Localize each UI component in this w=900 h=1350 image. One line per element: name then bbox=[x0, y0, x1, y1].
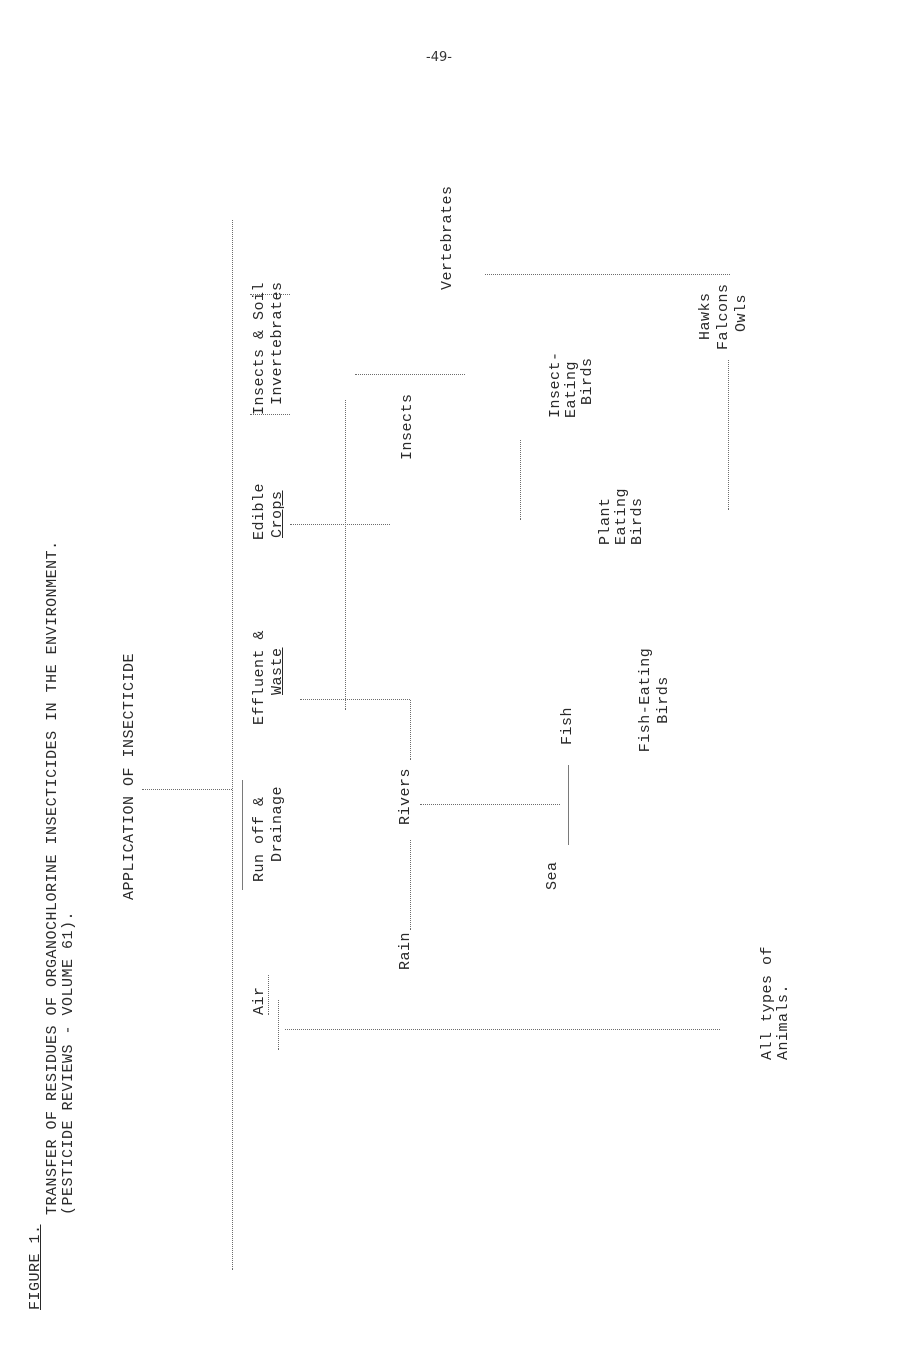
node-air: Air bbox=[251, 986, 268, 1015]
rivers-fish-link bbox=[410, 700, 411, 760]
soil-insects-line bbox=[355, 374, 465, 375]
node-rain: Rain bbox=[397, 931, 414, 970]
root-connector bbox=[142, 789, 232, 790]
rain-rivers-link bbox=[410, 840, 411, 930]
crops-branch-line bbox=[345, 400, 346, 710]
node-vertebrates: Vertebrates bbox=[439, 185, 456, 290]
plant-birds-line3: Birds bbox=[629, 497, 646, 545]
node-all-animals: All types of bbox=[759, 945, 776, 1060]
rivers-sea-line bbox=[420, 804, 560, 805]
node-runoff: Run off & bbox=[251, 796, 268, 882]
node-crops: Crops bbox=[269, 490, 286, 538]
effluent-rivers-line bbox=[300, 699, 410, 700]
node-edible: Edible bbox=[251, 482, 268, 540]
air-underline bbox=[268, 975, 269, 1015]
air-rain-link bbox=[278, 1000, 279, 1050]
node-fish: Fish bbox=[559, 706, 576, 745]
page-number: -49- bbox=[426, 50, 452, 65]
plant-birds-line2: Eating bbox=[613, 487, 630, 545]
node-soil-invertebrates: Insects & Soil bbox=[251, 281, 268, 415]
node-hawks: Hawks bbox=[697, 292, 714, 340]
insect-birds-line3: Birds bbox=[579, 357, 596, 405]
insect-birds-line2: Eating bbox=[563, 360, 580, 418]
soil-bracket-right bbox=[250, 294, 290, 295]
node-animals: Animals. bbox=[775, 983, 792, 1060]
source-bus-line bbox=[232, 220, 233, 1270]
birds-raptors-link bbox=[728, 360, 729, 510]
soil-bracket-left bbox=[250, 414, 290, 415]
node-invertebrates: Invertebrates bbox=[269, 281, 286, 405]
node-sea: Sea bbox=[544, 861, 561, 890]
node-plant-eating-birds: Plant bbox=[597, 497, 614, 545]
root-node-application: APPLICATION OF INSECTICIDE bbox=[121, 652, 138, 900]
figure-title: TRANSFER OF RESIDUES OF ORGANOCHLORINE INSECTICIDES IN THE ENVIRONMENT. bbox=[44, 540, 61, 1215]
node-owls: Owls bbox=[733, 293, 750, 332]
node-runoff-line2: Drainage bbox=[269, 785, 286, 862]
vertebrates-raptors-line bbox=[485, 274, 730, 275]
node-rivers: Rivers bbox=[397, 767, 414, 825]
node-insects: Insects bbox=[399, 393, 416, 460]
node-fish-eating-birds: Fish-Eating bbox=[637, 647, 654, 753]
crops-down-line bbox=[290, 524, 390, 525]
node-waste: Waste bbox=[269, 647, 286, 695]
figure-label: FIGURE 1. bbox=[27, 1224, 44, 1310]
insects-insectbirds-link bbox=[520, 440, 521, 520]
sea-fish-link bbox=[568, 765, 569, 845]
runoff-topline bbox=[242, 780, 243, 890]
node-falcons: Falcons bbox=[715, 283, 732, 350]
air-to-animals-line bbox=[285, 1029, 720, 1030]
figure-source: (PESTICIDE REVIEWS - VOLUME 61). bbox=[60, 910, 77, 1215]
node-effluent: Effluent & bbox=[251, 629, 268, 725]
node-insect-eating-birds: Insect- bbox=[547, 351, 564, 418]
node-fish-eating-birds-line2: Birds bbox=[655, 676, 672, 724]
